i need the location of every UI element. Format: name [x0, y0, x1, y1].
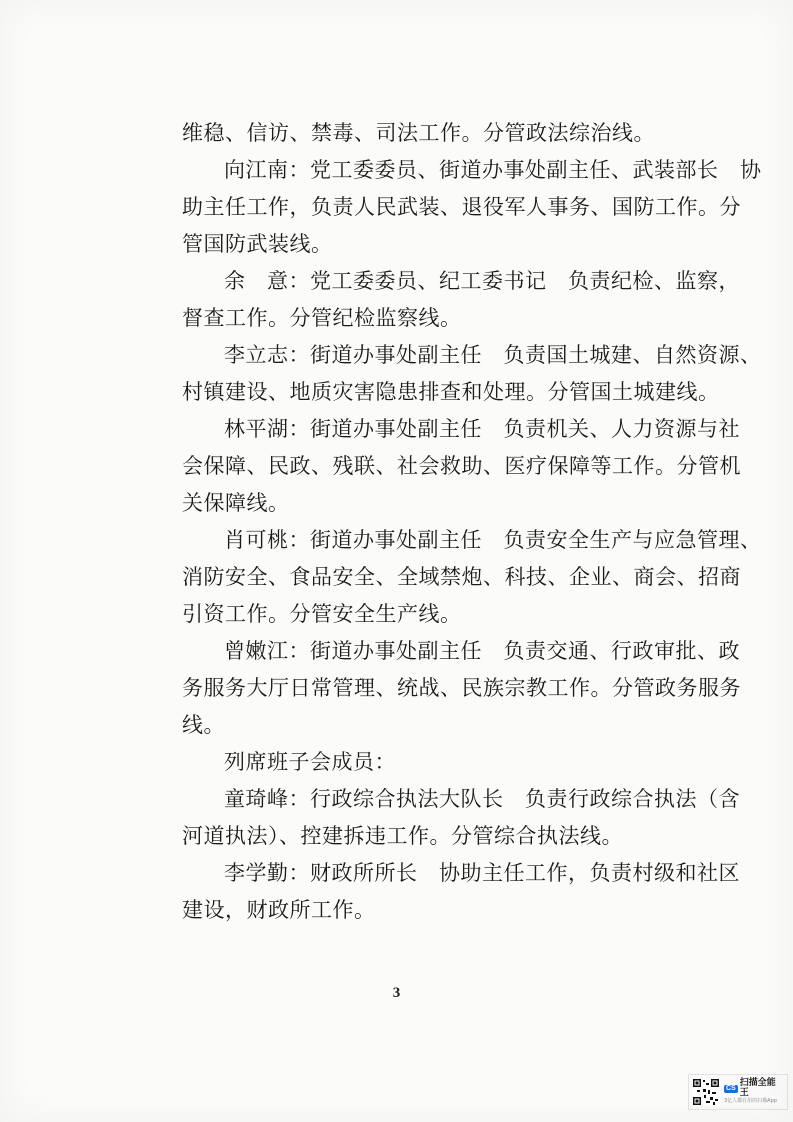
paragraph-li-lizhi — [182, 337, 762, 411]
camscanner-logo-badge: CS — [726, 1085, 736, 1093]
page-number: 3 — [392, 985, 401, 1001]
paragraph-tong-qifeng — [182, 781, 740, 855]
text-line: 线。 — [182, 713, 225, 737]
watermark-subtitle: 3亿人都在用的扫描App — [724, 1098, 777, 1105]
text-line: 消防安全、食品安全、全域禁炮、科技、企业、商会、招商 — [182, 565, 741, 589]
text-line: 会保障、民政、残联、社会救助、医疗保障等工作。分管机 — [182, 454, 741, 478]
text-line: 列席班子会成员： — [224, 750, 396, 774]
paragraph-stability-cont — [182, 115, 682, 152]
text-line: 林平湖：街道办事处副主任 负责机关、人力资源与社 — [224, 417, 740, 441]
text-line: 余 意：党工委委员、纪工委书记 负责纪检、监察， — [224, 269, 740, 293]
paragraph-xiao-ketao — [182, 522, 762, 633]
text-line: 童琦峰：行政综合执法大队长 负责行政综合执法（含 — [224, 787, 740, 811]
paragraph-li-xueqin — [182, 855, 740, 929]
text-line: 务服务大厅日常管理、统战、民族宗教工作。分管政务服务 — [182, 676, 741, 700]
text-line: 维稳、信访、禁毒、司法工作。分管政法综治线。 — [182, 121, 655, 145]
text-line: 助主任工作，负责人民武装、退役军人事务、国防工作。分 — [182, 195, 741, 219]
text-line: 向江南：党工委委员、街道办事处副主任、武装部长 协 — [224, 158, 762, 182]
qr-code-icon — [692, 1078, 720, 1106]
text-line: 肖可桃：街道办事处副主任 负责安全生产与应急管理、 — [224, 528, 762, 552]
paragraph-attending-members — [182, 744, 682, 781]
scanner-watermark — [688, 1074, 788, 1110]
watermark-title: 扫描全能王 — [739, 1078, 776, 1099]
paragraph-lin-pinghu — [182, 411, 741, 522]
text-line: 村镇建设、地质灾害隐患排查和处理。分管国土城建线。 — [182, 380, 720, 404]
text-line: 李学勤：财政所所长 协助主任工作，负责村级和社区 — [224, 861, 740, 885]
paragraph-zeng-nenjiang — [182, 633, 741, 744]
text-line: 河道执法）、控建拆违工作。分管综合执法线。 — [182, 824, 623, 848]
text-line: 引资工作。分管安全生产线。 — [182, 602, 462, 626]
text-line: 曾嫩江：街道办事处副主任 负责交通、行政审批、政 — [224, 639, 740, 663]
text-line: 建设，财政所工作。 — [182, 898, 376, 922]
document-body — [182, 115, 762, 929]
text-line: 督查工作。分管纪检监察线。 — [182, 306, 462, 330]
paragraph-xiang-jiangnan — [182, 152, 762, 263]
text-line: 管国防武装线。 — [182, 232, 333, 256]
text-line: 李立志：街道办事处副主任 负责国土城建、自然资源、 — [224, 343, 762, 367]
paragraph-yu-yi — [182, 263, 740, 337]
text-line: 关保障线。 — [182, 491, 290, 515]
